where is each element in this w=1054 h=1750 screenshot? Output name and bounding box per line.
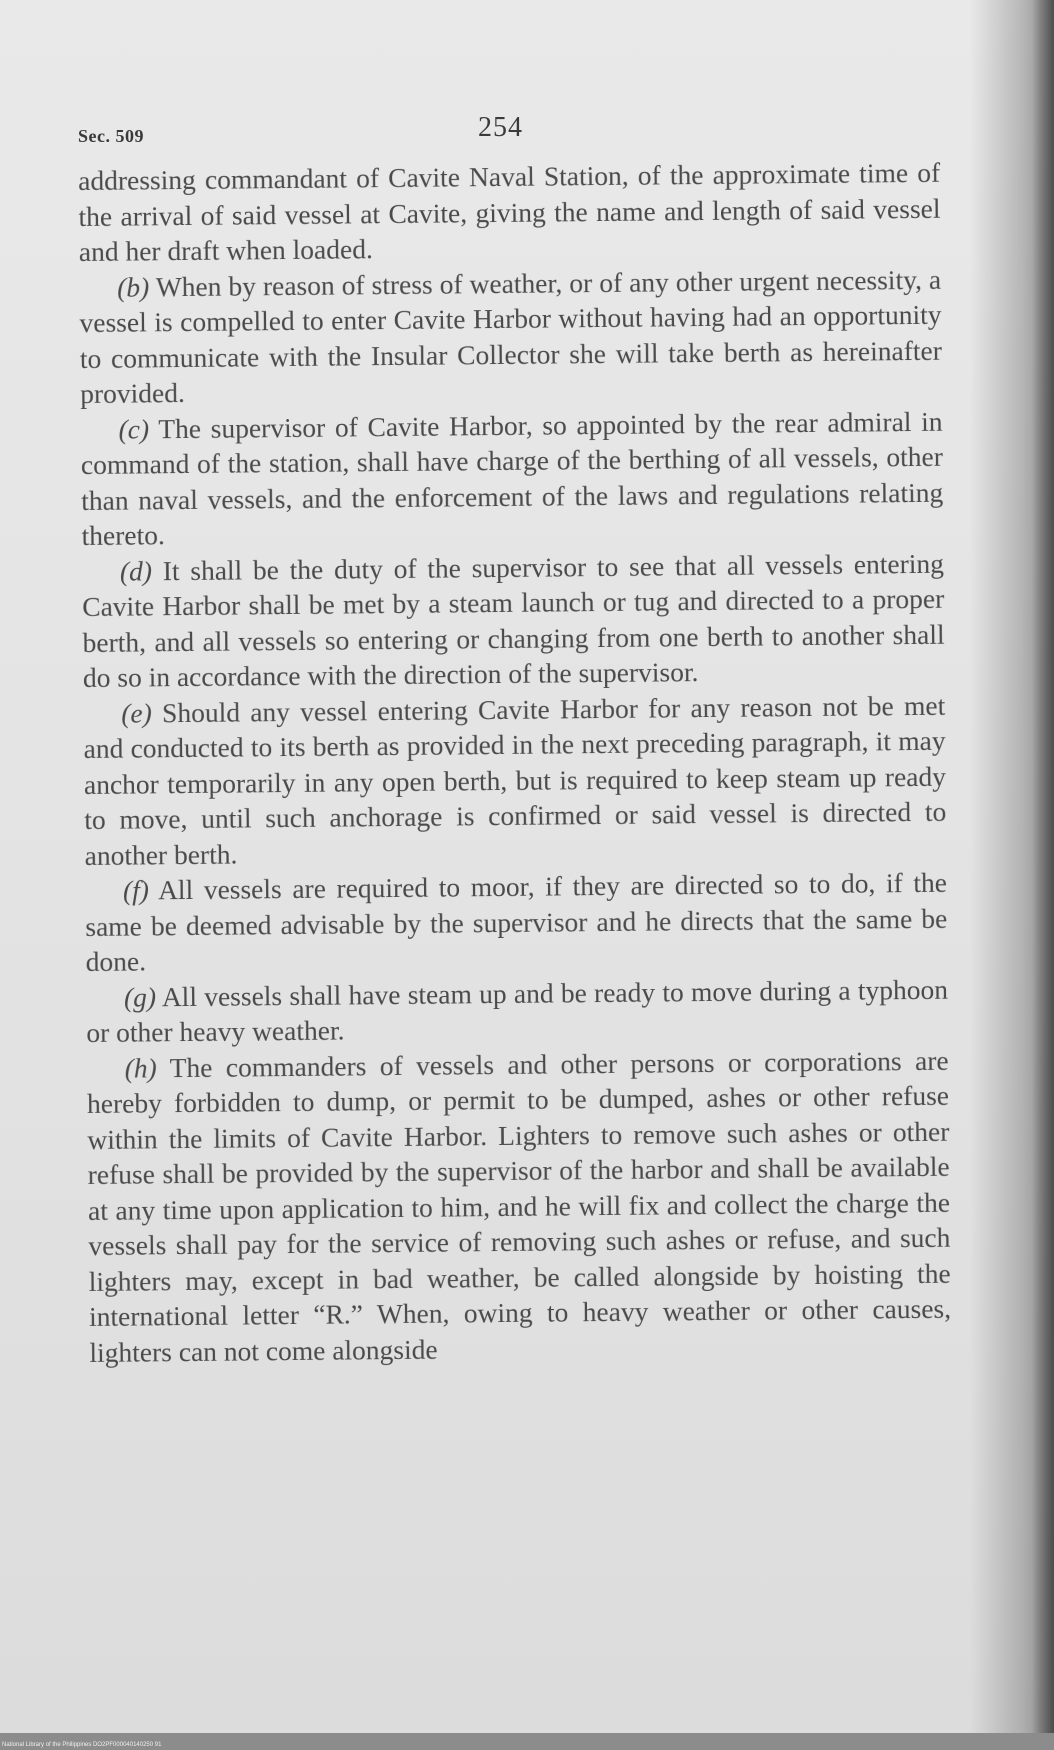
paragraph-letter: (e) bbox=[121, 696, 152, 729]
paragraph-letter: (b) bbox=[117, 270, 150, 303]
paragraph-letter: (h) bbox=[124, 1051, 157, 1084]
section-label: Sec. 509 bbox=[78, 126, 144, 146]
paragraph-letter: (d) bbox=[119, 554, 153, 587]
paragraph-letter: (f) bbox=[122, 874, 150, 906]
paragraph-c bbox=[80, 403, 943, 553]
body-text bbox=[78, 155, 952, 1370]
paragraph-text: The supervisor of Cavite Harbor, so appointed by the rear admiral in command of the station, shall have charge of the berthing of all vessels, other than naval vessels, and the enforcement of the laws and regulations relating thereto. bbox=[80, 405, 944, 551]
page-number: 254 bbox=[478, 112, 523, 143]
paragraph-e bbox=[83, 687, 947, 873]
paragraph-b bbox=[79, 261, 942, 411]
paragraph-letter: (c) bbox=[118, 412, 150, 445]
paragraph-continuation bbox=[78, 155, 941, 270]
paragraph-text: When by reason of stress of weather, or of any other urgent necessity, a vessel is compelled to enter Cavite Harbor without having had an opportunity to communicate with the Insular Collector she will take berth as hereinafter provided. bbox=[79, 263, 942, 409]
paragraph-text: Should any vessel entering Cavite Harbor for any reason not be met and conducted to its berth as provided in the next preceding paragraph, it may anchor temporarily in any open berth, but is required to keep steam up ready to move, until such anchorage is confirmed or said vessel is directed to another berth. bbox=[83, 689, 947, 871]
paragraph-text: The commanders of vessels and other persons or corporations are hereby forbidden to dump, or permit to be dumped, ashes or other refuse within the limits of Cavite Harbor. Lighters to remove such ashes or other refuse shall be provided by the supervisor of the harbor and shall be available at any time upon application to him, and he will fix and collect the charge the vessels shall pay for the service of removing such ashes or refuse, and such lighters may, except in bad weather, be called alongside by hoisting the international letter “R.” When, owing to heavy weather or other causes, lighters can not come alongside bbox=[86, 1044, 952, 1368]
paragraph-text: It shall be the duty of the supervisor to see that all vessels entering Cavite Harbor shall be met by a steam launch or tug and directed to a proper berth, and all vessels so entering or changing from one berth to another shall do so in accordance with the direction of the supervisor. bbox=[82, 547, 945, 693]
paragraph-f bbox=[85, 865, 948, 980]
page-header bbox=[78, 112, 938, 152]
library-credit: National Library of the Philippines DO2PF000040140250 91 bbox=[2, 1742, 162, 1748]
paragraph-d bbox=[82, 545, 945, 695]
paragraph-text: All vessels are required to moor, if they are directed so to do, if the same be deemed advisable by the supervisor and he directs that the same be done. bbox=[85, 866, 948, 977]
paragraph-text: addressing commandant of Cavite Naval Station, of the approximate time of the arrival of said vessel at Cavite, giving the name and length of said vessel and her draft when loaded. bbox=[78, 156, 941, 267]
paragraph-text: All vessels shall have steam up and be ready to move during a typhoon or other heavy weather. bbox=[86, 973, 949, 1048]
page-edge-shadow bbox=[1032, 0, 1054, 1733]
paragraph-h bbox=[87, 1042, 952, 1370]
paragraph-letter: (g) bbox=[123, 980, 157, 1013]
paragraph-g bbox=[86, 971, 949, 1050]
